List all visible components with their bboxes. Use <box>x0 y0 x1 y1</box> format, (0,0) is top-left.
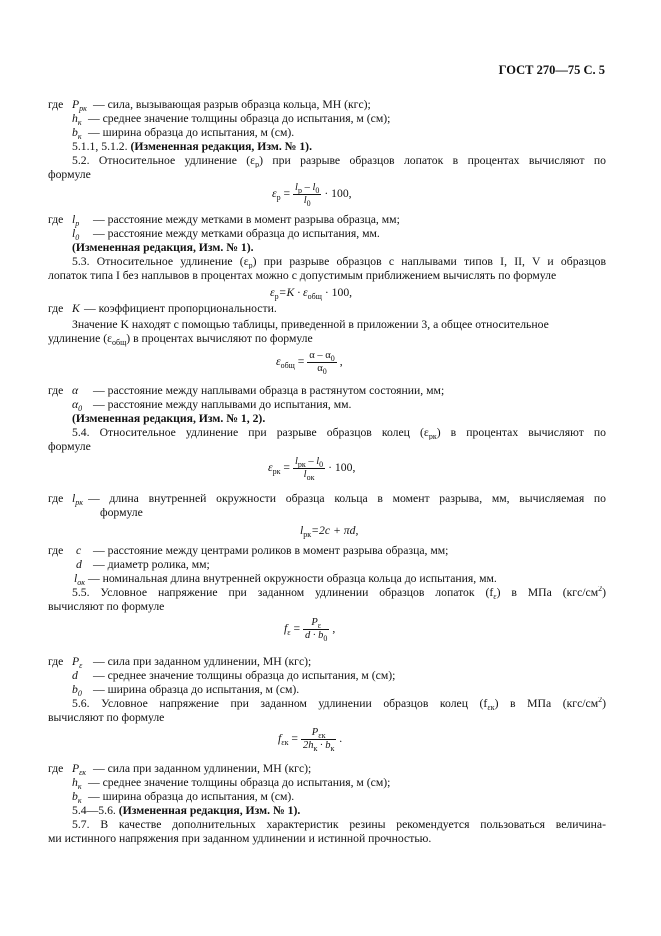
def-h-k: — среднее значение толщины образца до испытания, м (см); <box>88 112 391 125</box>
paragraph-5-6-cont: вычисляют по формуле <box>48 711 165 724</box>
symbol-p-eps-k: $P_{\varepsilon к}$ <box>72 762 87 777</box>
paragraph-5-3: 5.3. Относительное удлинение $(\varepsilon_р)$ при разрыве образцов с наплывами типов I, II, V и образцов <box>72 255 606 269</box>
def-c: — расстояние между центрами роликов в момент разрыва образца, мм; <box>93 544 449 557</box>
symbol-h-k: $h_к$ <box>72 112 82 127</box>
symbol-h-k-2: $h_к$ <box>72 776 82 791</box>
def-b-0: — ширина образца до испытания, м (см). <box>93 683 300 696</box>
formula-approx-elongation: $\varepsilon_р=K \cdot \varepsilon_{общ} \cdot 100$, <box>270 286 353 301</box>
symbol-l-0: $l_0$ <box>72 227 80 242</box>
paragraph-5-5-cont: вычисляют по формуле <box>48 600 165 613</box>
def-l-ok: — номинальная длина внутренней окружности образца кольца до испытания, мм. <box>88 572 497 585</box>
symbol-b-0: $b_0$ <box>72 683 82 698</box>
where-label: где <box>48 213 64 226</box>
where-label: где <box>48 492 64 505</box>
symbol-p-eps: $P_\varepsilon$ <box>72 655 83 670</box>
symbol-c: c <box>76 544 82 557</box>
def-d-thickness: — среднее значение толщины образца до испытания, м (см); <box>93 669 396 682</box>
def-l-rk: — длина внутренней окружности образца кольца в момент разрыва, мм, вычисляемая по <box>88 492 606 505</box>
def-l-0: — расстояние между метками образца до испытания, мм. <box>93 227 380 240</box>
paragraph-5-2: 5.2. Относительное удлинение $(\varepsilon_р)$ при разрыве образцов лопаток в процентах вычисляют по <box>72 154 606 168</box>
def-alpha-0: — расстояние между наплывами до испытания, мм. <box>93 398 352 411</box>
symbol-d: d <box>76 558 82 571</box>
formula-total-elongation: $\varepsilon_{общ}$ = $\frac{\alpha - \alpha_0}{\alpha_0}$ , <box>276 350 343 376</box>
paragraph-5-6: 5.6. Условное напряжение при заданном удлинении образцов колец $(f_{\varepsilon к})$ в МПа $(кгс/см^2)$ <box>72 697 606 711</box>
symbol-b-k: $b_к$ <box>72 126 82 141</box>
where-label: где <box>48 384 64 397</box>
paragraph-5-7-cont: ми истинного напряжения при заданном удлинении и истинной прочностью. <box>48 832 432 845</box>
def-b-k-2: — ширина образца до испытания, м (см). <box>88 790 295 803</box>
def-p-eps-k: — сила при заданном удлинении, МН (кгс); <box>93 762 312 775</box>
amendment-note-52: (Измененная редакция, Изм. № 1). <box>72 241 254 254</box>
symbol-k: K <box>72 302 80 315</box>
where-label: где <box>48 544 64 557</box>
paragraph-5-7: 5.7. В качестве дополнительных характеристик резины рекомендуется пользоваться величина- <box>72 818 606 831</box>
def-d: — диаметр ролика, мм; <box>93 558 210 571</box>
symbol-b-k-2: $b_к$ <box>72 790 82 805</box>
where-label: где <box>48 655 64 668</box>
def-alpha: — расстояние между наплывами образца в растянутом состоянии, мм; <box>93 384 445 397</box>
symbol-p-rk: $P_{рк}$ <box>72 98 87 113</box>
def-p-eps: — сила при заданном удлинении, МН (кгс); <box>93 655 312 668</box>
symbol-alpha-0: $\alpha_0$ <box>72 398 83 413</box>
amendment-note-511: 5.1.1, 5.1.2. (Измененная редакция, Изм. № 1). <box>72 140 312 153</box>
symbol-d-thickness: d <box>72 669 78 682</box>
symbol-l-rk: $l_{рк}$ <box>72 492 83 507</box>
formula-stress-blade: $f_\varepsilon$ = $\frac{P_\varepsilon}{d \cdot b_0}$ , <box>284 617 336 643</box>
paragraph-5-3-table-ref: Значение K находят с помощью таблицы, приведенной в приложении 3, а общее относительное <box>72 318 549 331</box>
where-label: где <box>48 98 64 111</box>
where-label: где <box>48 302 64 315</box>
page-header: ГОСТ 270—75 С. 5 <box>498 63 605 77</box>
def-h-k-2: — среднее значение толщины образца до испытания, м (см); <box>88 776 391 789</box>
def-p-rk: — сила, вызывающая разрыв образца кольца, МН (кгс); <box>93 98 371 111</box>
paragraph-5-4-cont: формуле <box>48 440 91 453</box>
def-k: — коэффициент пропорциональности. <box>84 302 277 315</box>
formula-ring-length: $l_{рк}=2c + \pi d$, <box>300 524 359 539</box>
paragraph-5-2-cont: формуле <box>48 168 91 181</box>
def-l-rk-cont: формуле <box>100 506 143 519</box>
where-label: где <box>48 762 64 775</box>
paragraph-5-3-cont: лопаток типа I без наплывов в процентах можно с допустимым приближением вычислять по формуле <box>48 269 557 282</box>
paragraph-5-3-total: удлинение $(\varepsilon_{общ})$ в процентах вычисляют по формуле <box>48 332 313 347</box>
paragraph-5-5: 5.5. Условное напряжение при заданном удлинении образцов лопаток $(f_\varepsilon)$ в МПа $(кгс/см^2)$ <box>72 586 606 600</box>
formula-stress-ring: $f_{\varepsilon к}$ = $\frac{P_{\varepsilon к}}{2h_к \cdot b_к}$ . <box>278 727 343 753</box>
paragraph-5-4: 5.4. Относительное удлинение при разрыве образцов колец $(\varepsilon_{рк})$ в процентах вычисляют по <box>72 426 606 440</box>
def-l-p: — расстояние между метками в момент разрыва образца, мм; <box>93 213 400 226</box>
formula-ring-elongation: $\varepsilon_{рк}$ = $\frac{l_{рк} - l_0}{l_{ок}}$ · 100, <box>268 456 356 482</box>
symbol-l-ok: $l_{ок}$ <box>74 572 85 587</box>
amendment-note-53: (Измененная редакция, Изм. № 1, 2). <box>72 412 266 425</box>
symbol-l-p: $l_р$ <box>72 213 80 228</box>
def-b-k: — ширина образца до испытания, м (см). <box>88 126 295 139</box>
amendment-note-54-56: 5.4—5.6. (Измененная редакция, Изм. № 1). <box>72 804 301 817</box>
symbol-alpha: α <box>72 384 79 397</box>
formula-elongation: $\varepsilon_р$ = $\frac{l_р - l_0}{l_0}$ · 100, <box>272 182 352 208</box>
